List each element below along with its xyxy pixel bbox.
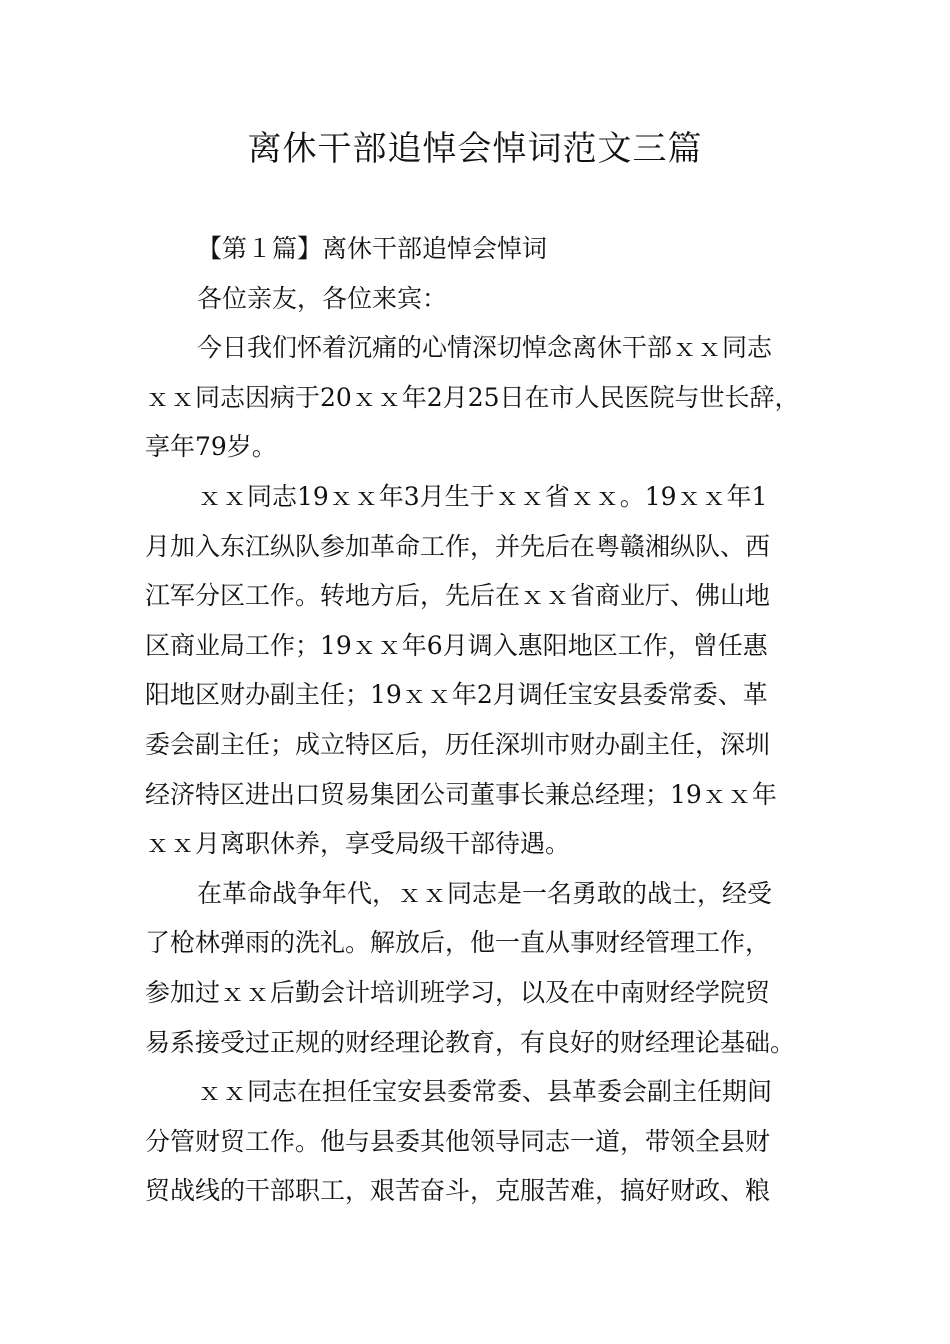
section-heading: 【第１篇】离休干部追悼会悼词 [197,234,548,263]
paragraph-line: 分管财贸工作。他与县委其他领导同志一道，带领全县财 [145,1126,771,1156]
paragraph-line: 委会副主任；成立特区后，历任深圳市财办副主任，深圳 [145,729,771,759]
paragraph-line: 在革命战争年代，ｘｘ同志是一名勇敢的战士，经受 [197,878,773,908]
paragraph-line: ｘｘ同志19ｘｘ年3月生于ｘｘ省ｘｘ。19ｘｘ年1 [197,481,768,511]
document-title: 离休干部追悼会悼词范文三篇 [247,129,703,169]
paragraph-line: 易系接受过正规的财经理论教育，有良好的财经理论基础。 [145,1027,796,1057]
paragraph-line: ｘｘ同志因病于20ｘｘ年2月25日在市人民医院与世长辞， [145,382,800,412]
document-body [145,224,809,1216]
paragraph-line: 经济特区进出口贸易集团公司董事长兼总经理；19ｘｘ年 [145,779,777,809]
paragraph-line: 享年79岁。 [145,432,277,462]
paragraph-line: ｘｘ月离职休养，享受局级干部待遇。 [145,829,571,859]
paragraph-line: ｘｘ同志在担任宝安县委常委、县革委会副主任期间 [197,1077,773,1107]
paragraph-line: 参加过ｘｘ后勤会计培训班学习，以及在中南财经学院贸 [145,977,771,1007]
paragraph-line: 了枪林弹雨的洗礼。解放后，他一直从事财经管理工作， [145,928,771,958]
paragraph-line: 贸战线的干部职工，艰苦奋斗，克服苦难，搞好财政、粮 [145,1176,771,1206]
paragraph-line: 各位亲友，各位来宾： [197,283,448,313]
paragraph-line: 今日我们怀着沉痛的心情深切悼念离休干部ｘｘ同志 [197,333,773,363]
paragraph-line: 江军分区工作。转地方后，先后在ｘｘ省商业厅、佛山地 [145,581,771,611]
paragraph-line: 区商业局工作；19ｘｘ年6月调入惠阳地区工作，曾任惠 [145,630,768,660]
paragraph-line: 月加入东江纵队参加革命工作，并先后在粤赣湘纵队、西 [145,531,771,561]
paragraph-line: 阳地区财办副主任；19ｘｘ年2月调任宝安县委常委、革 [145,680,768,710]
